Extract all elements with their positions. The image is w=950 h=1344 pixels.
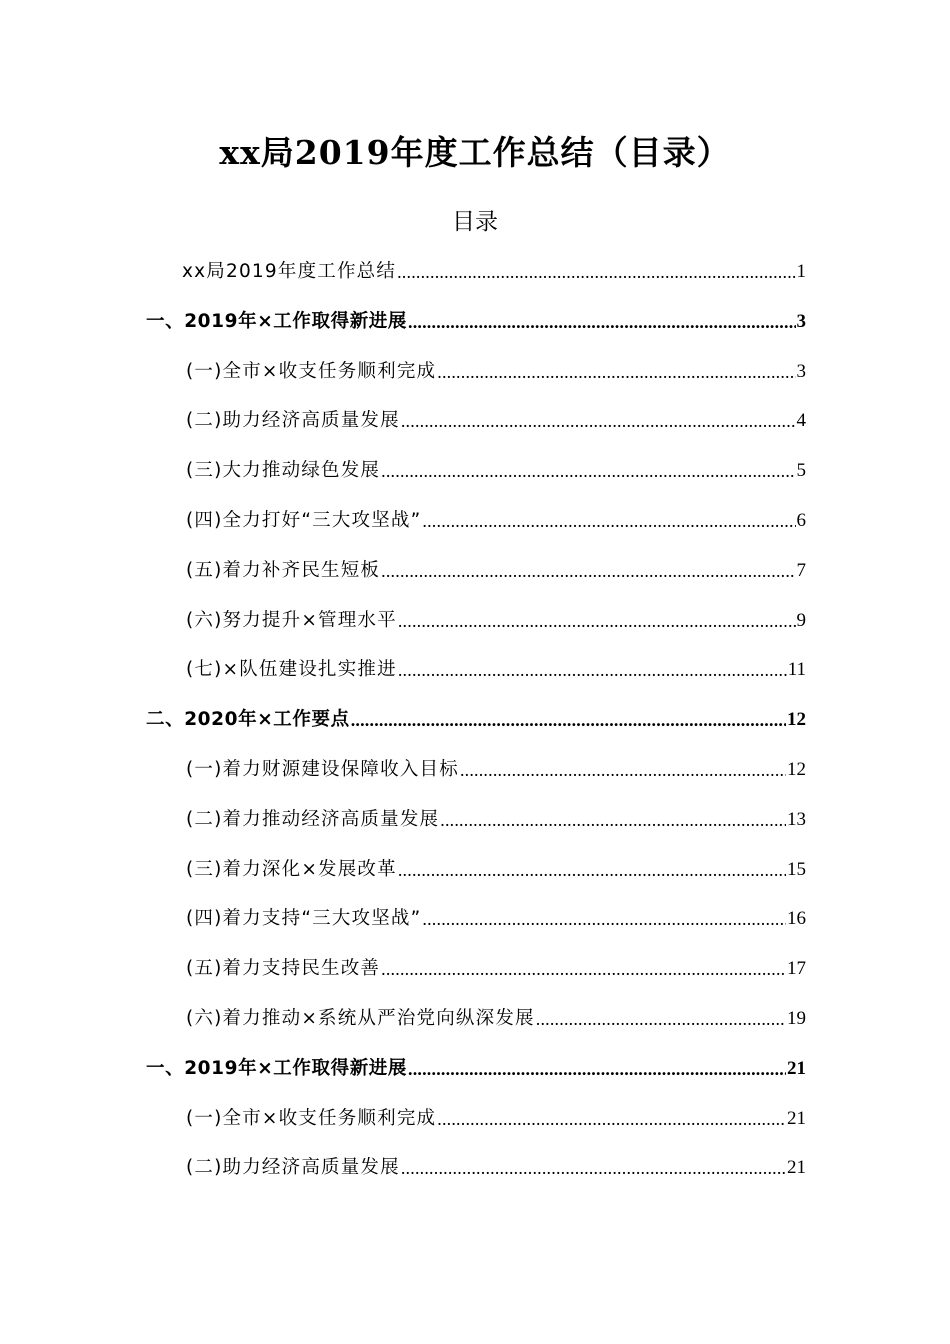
toc-entry[interactable] <box>186 1152 806 1184</box>
toc-entry-label: (一)全市×收支任务顺利完成 <box>186 1108 437 1129</box>
toc-dot-leader <box>398 854 786 886</box>
toc-page-number: 21 <box>787 1108 806 1129</box>
toc-entry[interactable] <box>186 356 806 388</box>
toc-entry-label: 二、2020年×工作要点 <box>146 709 350 730</box>
toc-dot-leader <box>401 405 796 437</box>
toc-dot-leader <box>408 1053 786 1085</box>
toc-dot-leader <box>398 654 787 686</box>
toc-page-number: 3 <box>796 311 806 332</box>
toc-entry-label: 一、2019年×工作取得新进展 <box>146 311 407 332</box>
toc-entry-label: (二)助力经济高质量发展 <box>186 1157 400 1178</box>
toc-entry[interactable] <box>182 256 806 288</box>
toc-entry[interactable] <box>186 1103 806 1135</box>
toc-page-number: 21 <box>787 1058 806 1079</box>
toc-entry-label: (一)全市×收支任务顺利完成 <box>186 361 437 382</box>
toc-dot-leader <box>437 356 795 388</box>
toc-dot-leader <box>401 1152 786 1184</box>
toc-dot-leader <box>422 505 795 537</box>
toc-entry[interactable] <box>186 804 806 836</box>
toc-page-number: 15 <box>787 859 806 880</box>
toc-entry[interactable] <box>186 555 806 587</box>
toc-entry[interactable] <box>186 505 806 537</box>
toc-dot-leader <box>381 555 795 587</box>
toc-dot-leader <box>351 704 786 736</box>
toc-entry[interactable] <box>186 405 806 437</box>
toc-entry[interactable] <box>186 903 806 935</box>
toc-entry[interactable] <box>186 754 806 786</box>
toc-page-number: 13 <box>787 809 806 830</box>
toc-page-number: 5 <box>796 460 806 481</box>
toc-page-number: 16 <box>787 908 806 929</box>
toc-dot-leader <box>381 953 786 985</box>
toc-dot-leader <box>422 903 786 935</box>
document-title: xx局2019年度工作总结（目录） <box>219 133 731 172</box>
toc-page-number: 7 <box>796 560 806 581</box>
toc-page-number: 6 <box>796 510 806 531</box>
toc-dot-leader <box>381 455 795 487</box>
toc-entry-label: (三)着力深化×发展改革 <box>186 859 397 880</box>
toc-page-number: 3 <box>796 361 806 382</box>
toc-entry[interactable] <box>146 306 806 338</box>
toc-entry-label: 一、2019年×工作取得新进展 <box>146 1058 407 1079</box>
toc-dot-leader <box>460 754 786 786</box>
toc-dot-leader <box>408 306 796 338</box>
toc-page-number: 19 <box>787 1008 806 1029</box>
toc-entry[interactable] <box>186 654 806 686</box>
toc-entry-label: (一)着力财源建设保障收入目标 <box>186 759 459 780</box>
toc-page-number: 17 <box>787 958 806 979</box>
toc-page-number: 12 <box>787 709 806 730</box>
toc-dot-leader <box>437 1103 786 1135</box>
toc-entry-label: (四)全力打好“三大攻坚战” <box>186 510 422 531</box>
toc-entry[interactable] <box>186 854 806 886</box>
toc-page-number: 21 <box>787 1157 806 1178</box>
toc-entry-label: (五)着力支持民生改善 <box>186 958 381 979</box>
toc-entry[interactable] <box>146 704 806 736</box>
toc-page-number: 9 <box>796 610 806 631</box>
toc-entry-label: (二)助力经济高质量发展 <box>186 410 400 431</box>
toc-entry-label: (六)努力提升×管理水平 <box>186 610 397 631</box>
toc-entry-label: (七)×队伍建设扎实推进 <box>186 659 397 680</box>
toc-dot-leader <box>397 256 795 288</box>
toc-entry-label: (三)大力推动绿色发展 <box>186 460 381 481</box>
toc-entry-label: xx局2019年度工作总结 <box>182 261 397 282</box>
toc-dot-leader <box>536 1003 786 1035</box>
toc-page-number: 4 <box>796 410 806 431</box>
toc-entry[interactable] <box>186 1003 806 1035</box>
toc-dot-leader <box>440 804 786 836</box>
toc-dot-leader <box>398 605 796 637</box>
toc-entry[interactable] <box>146 1053 806 1085</box>
toc-entry-label: (五)着力补齐民生短板 <box>186 560 381 581</box>
toc-entry-label: (二)着力推动经济高质量发展 <box>186 809 440 830</box>
toc-entry[interactable] <box>186 953 806 985</box>
toc-page-number: 1 <box>796 261 806 282</box>
toc-entry[interactable] <box>186 455 806 487</box>
toc-entry-label: (六)着力推动×系统从严治党向纵深发展 <box>186 1008 535 1029</box>
toc-page-number: 12 <box>787 759 806 780</box>
toc-entry-label: (四)着力支持“三大攻坚战” <box>186 908 422 929</box>
toc-entry[interactable] <box>186 605 806 637</box>
toc-page-number: 11 <box>787 659 806 680</box>
toc-heading: 目录 <box>452 209 498 235</box>
